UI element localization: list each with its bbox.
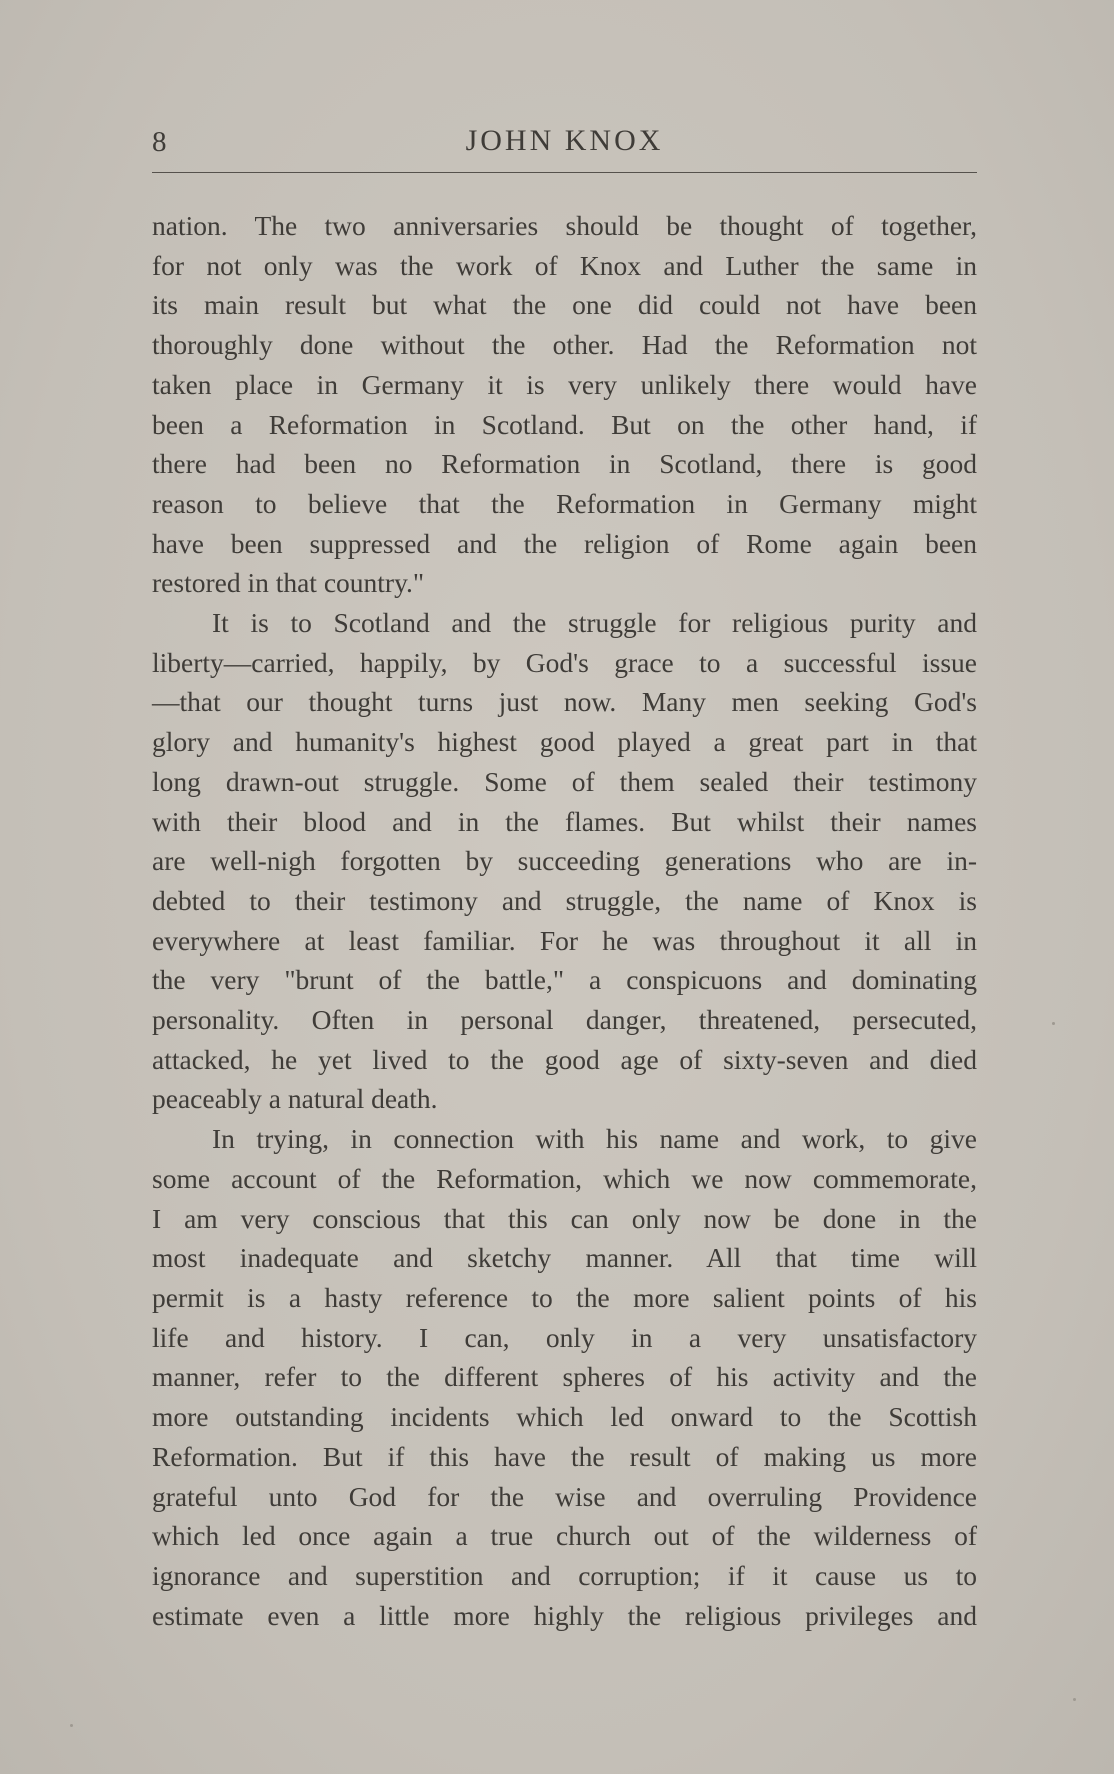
body-text xyxy=(152,206,977,1635)
text-line: attacked, he yet lived to the good age of sixty-seven and died xyxy=(152,1043,977,1075)
text-line: nation. The two anniversaries should be thought of together, xyxy=(152,210,977,241)
text-line: which led once again a true church out of the wilderness of xyxy=(152,1520,977,1552)
paper-speck xyxy=(70,1724,73,1727)
text-line: life and history. I can, only in a very unsatisfactory xyxy=(152,1321,977,1353)
text-line: Reformation. But if this have the result of making us more xyxy=(152,1440,977,1472)
text-line: long drawn-out struggle. Some of them sealed their testimony xyxy=(152,765,977,797)
text-line: some account of the Reformation, which we now commemorate, xyxy=(152,1162,977,1194)
text-line: its main result but what the one did could not have been xyxy=(152,289,977,321)
text-line: taken place in Germany it is very unlikely there would have xyxy=(152,368,977,400)
text-line: been a Reformation in Scotland. But on the other hand, if xyxy=(152,408,977,440)
text-line: estimate even a little more highly the religious privileges and xyxy=(152,1599,977,1631)
text-line: the very "brunt of the battle," a conspicuons and dominating xyxy=(152,964,977,996)
text-line: more outstanding incidents which led onward to the Scottish xyxy=(152,1401,977,1433)
text-line: reason to believe that the Reformation in Germany might xyxy=(152,487,977,519)
text-line: glory and humanity's highest good played a great part in that xyxy=(152,726,977,758)
text-line: there had been no Reformation in Scotland, there is good xyxy=(152,448,977,480)
text-line-final: peaceably a natural death. xyxy=(152,1083,438,1115)
text-line: grateful unto God for the wise and overruling Providence xyxy=(152,1480,977,1512)
paper-speck xyxy=(1073,1698,1076,1701)
text-line: debted to their testimony and struggle, the name of Knox is xyxy=(152,884,977,916)
header-rule xyxy=(152,172,977,173)
text-line: most inadequate and sketchy manner. All that time will xyxy=(152,1242,977,1274)
text-line: have been suppressed and the religion of Rome again been xyxy=(152,527,977,559)
text-line: thoroughly done without the other. Had the Reformation not xyxy=(152,329,977,361)
text-line: permit is a hasty reference to the more salient points of his xyxy=(152,1281,977,1313)
running-title: JOHN KNOX xyxy=(465,124,664,157)
text-line: with their blood and in the flames. But whilst their names xyxy=(152,805,977,837)
text-line: for not only was the work of Knox and Luther the same in xyxy=(152,249,977,281)
text-line: personality. Often in personal danger, threatened, persecuted, xyxy=(152,1004,977,1036)
paper-speck xyxy=(1052,1022,1055,1025)
text-line-first: In trying, in connection with his name and work, to give xyxy=(212,1123,977,1155)
page-header xyxy=(152,122,977,166)
text-line: liberty—carried, happily, by God's grace to a successful issue xyxy=(152,646,977,678)
text-line: I am very conscious that this can only now be done in the xyxy=(152,1202,977,1234)
text-line: —that our thought turns just now. Many men seeking God's xyxy=(152,686,977,718)
page-number: 8 xyxy=(152,126,168,158)
text-line: everywhere at least familiar. For he was throughout it all in xyxy=(152,924,977,956)
text-line-first: It is to Scotland and the struggle for religious purity and xyxy=(212,607,977,639)
text-line: ignorance and superstition and corruption; if it cause us to xyxy=(152,1559,977,1591)
text-line-final: restored in that country." xyxy=(152,567,425,599)
text-line: are well-nigh forgotten by succeeding generations who are in- xyxy=(152,845,977,877)
text-line: manner, refer to the different spheres of his activity and the xyxy=(152,1361,977,1393)
